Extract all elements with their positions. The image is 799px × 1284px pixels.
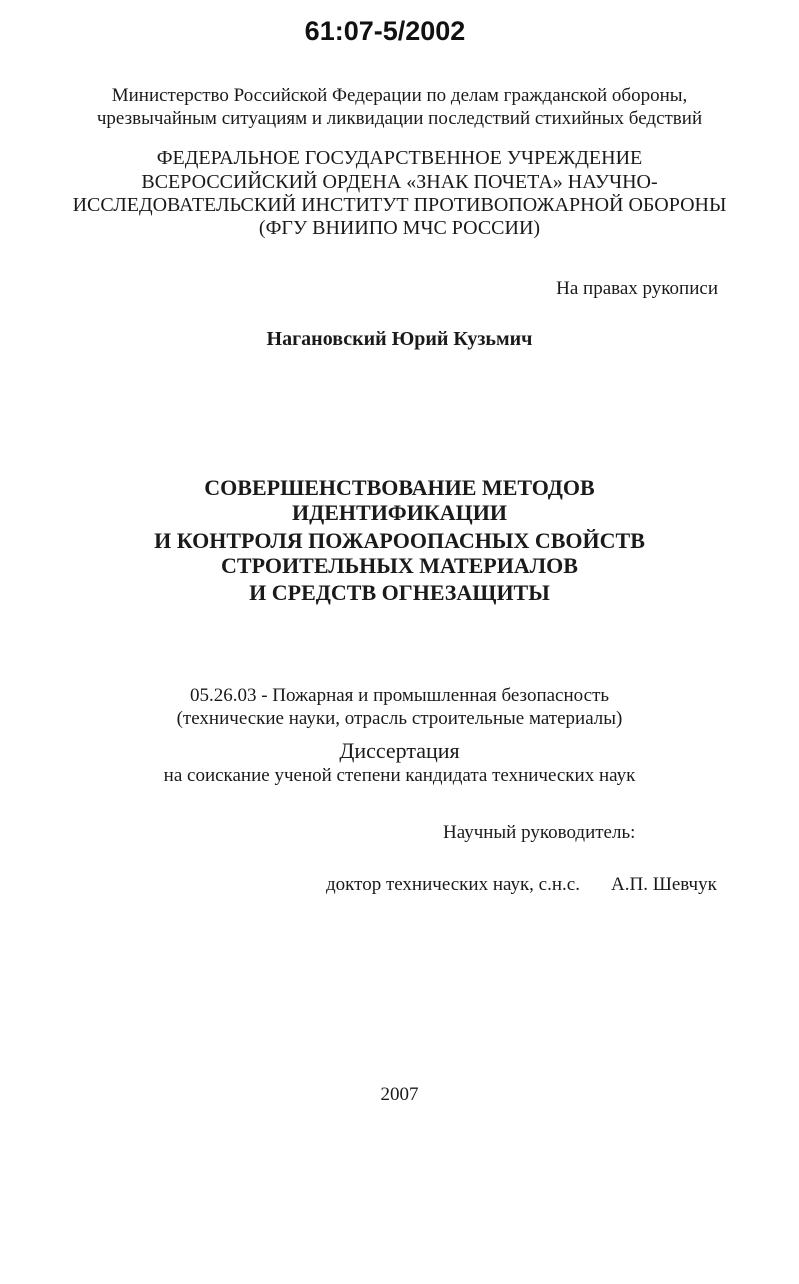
specialty-branch-line: (технические науки, отрасль строительные материалы) [176, 708, 623, 729]
supervisor-label: Научный руководитель: [443, 822, 636, 843]
specialty-code-line: 05.26.03 - Пожарная и промышленная безопасность [189, 685, 610, 706]
dissertation-label: Диссертация [339, 738, 460, 763]
manuscript-note: На правах рукописи [556, 278, 718, 299]
author-name: Нагановский Юрий Кузьмич [266, 328, 533, 350]
degree-line: на соискание ученой степени кандидата технических наук [163, 765, 636, 786]
archive-code: 61:07-5/2002 [304, 16, 466, 46]
institute-line-1: ФЕДЕРАЛЬНОЕ ГОСУДАРСТВЕННОЕ УЧРЕЖДЕНИЕ [156, 147, 643, 169]
year: 2007 [380, 1084, 419, 1105]
title-line-3: И КОНТРОЛЯ ПОЖАРООПАСНЫХ СВОЙСТВ [154, 528, 645, 553]
title-line-1: СОВЕРШЕНСТВОВАНИЕ МЕТОДОВ [204, 475, 595, 500]
supervisor-credentials: доктор технических наук, с.н.с. [326, 874, 580, 895]
title-line-5: И СРЕДСТВ ОГНЕЗАЩИТЫ [249, 580, 550, 605]
institute-line-3: ИССЛЕДОВАТЕЛЬСКИЙ ИНСТИТУТ ПРОТИВОПОЖАРНОЙ ОБОРОНЫ [72, 194, 727, 216]
institute-line-2: ВСЕРОССИЙСКИЙ ОРДЕНА «ЗНАК ПОЧЕТА» НАУЧНО- [141, 171, 658, 193]
ministry-line-1: Министерство Российской Федерации по делам гражданской обороны, [111, 85, 688, 106]
supervisor-name: А.П. Шевчук [611, 874, 717, 895]
title-line-2: ИДЕНТИФИКАЦИИ [291, 500, 507, 525]
title-line-4: СТРОИТЕЛЬНЫХ МАТЕРИАЛОВ [221, 553, 578, 578]
institute-line-4: (ФГУ ВНИИПО МЧС РОССИИ) [258, 217, 541, 239]
ministry-line-2: чрезвычайным ситуациям и ликвидации последствий стихийных бедствий [96, 108, 703, 129]
